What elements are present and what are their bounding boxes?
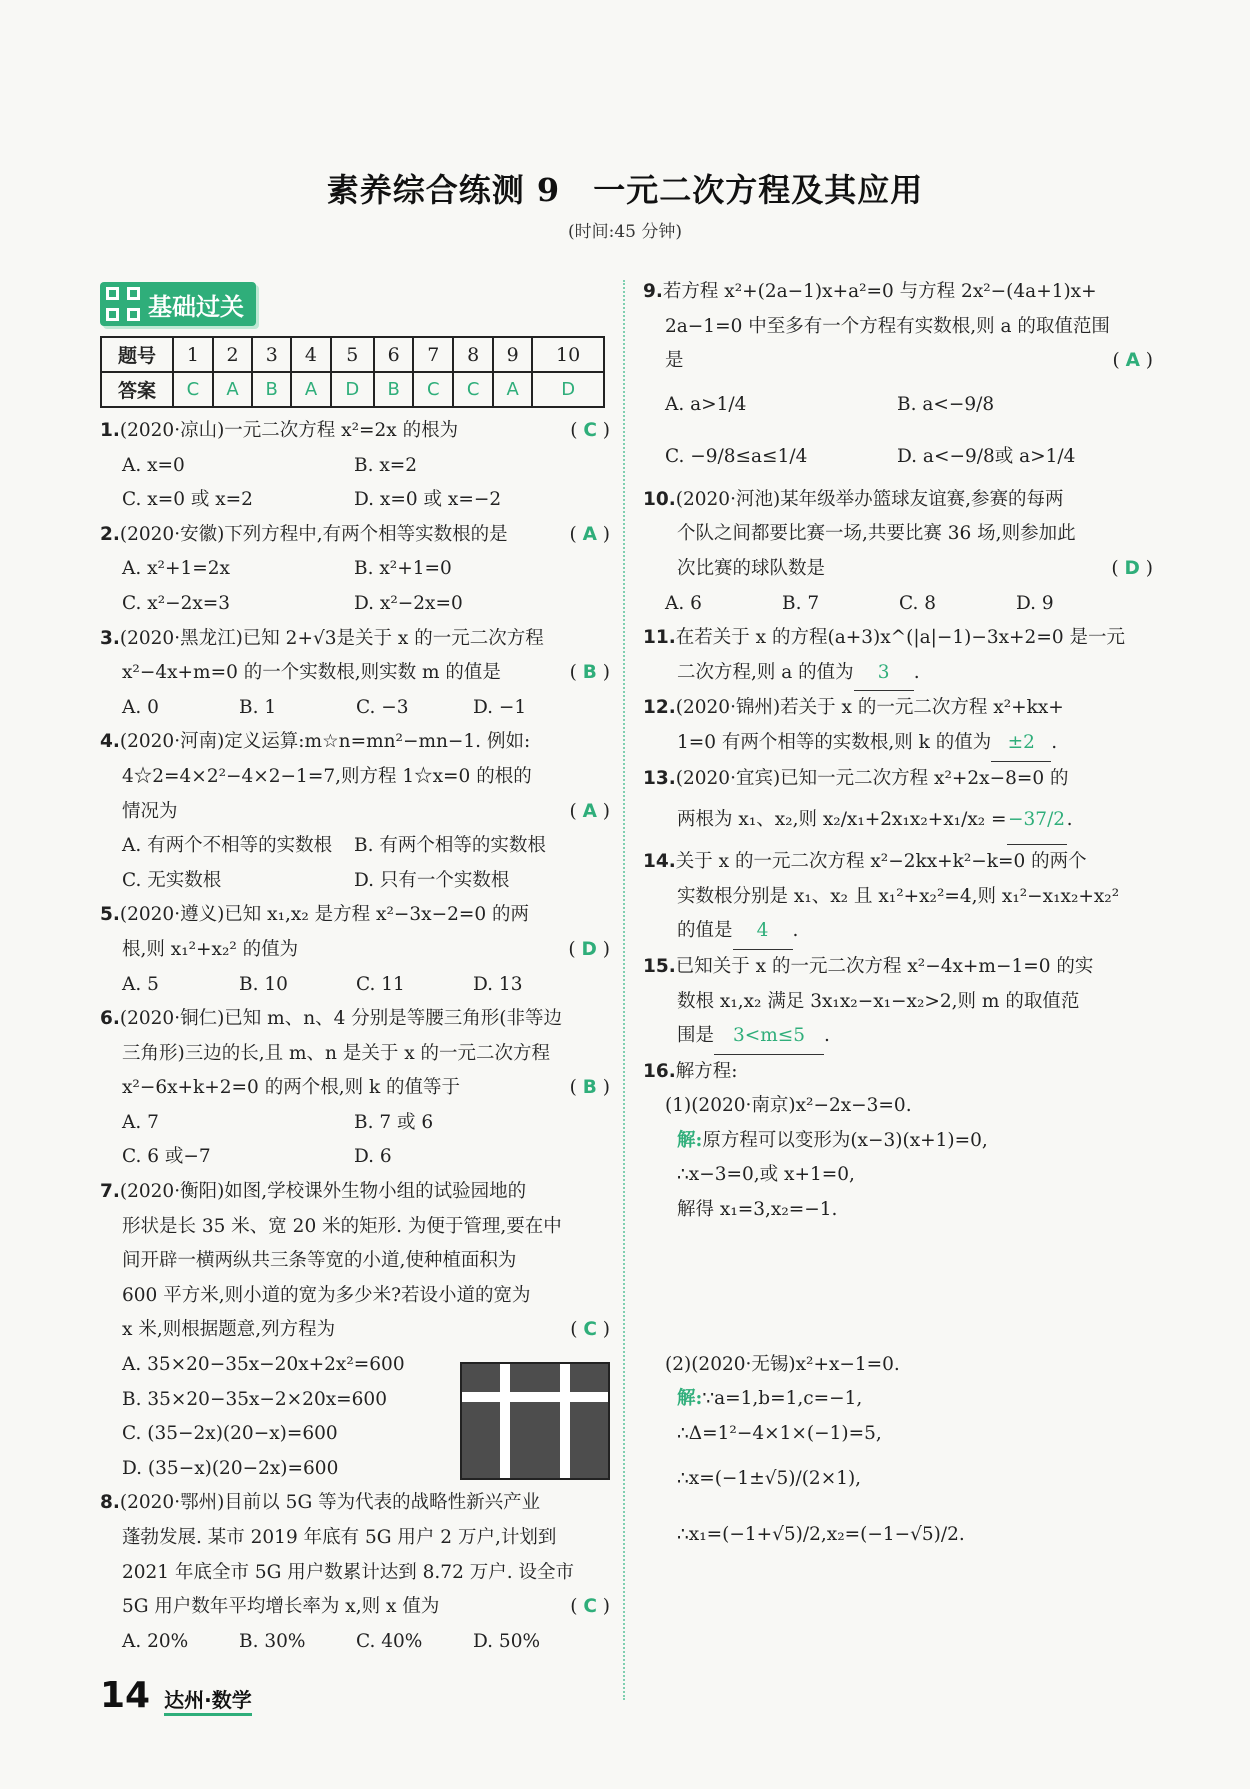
- answer-blank: ±2: [991, 726, 1051, 762]
- option: A. 35×20−35x−20x+2x²=600: [122, 1354, 405, 1376]
- answer-blank: −37/2: [1007, 796, 1067, 845]
- question-number: 14.: [643, 851, 676, 873]
- question-answer: C: [583, 1596, 597, 1618]
- question-line: (2020·锦州)若关于 x 的一元二次方程 x²+kx+: [675, 697, 1064, 719]
- question-line: 1=0 有两个相等的实数根,则 k 的值为: [677, 731, 992, 753]
- answer-blank: 3: [854, 656, 914, 692]
- question-answer: A: [1125, 350, 1140, 372]
- solution-step: ∵a=1,b=1,c=−1,: [702, 1388, 863, 1410]
- table-answer-cell: A: [493, 372, 532, 407]
- question-line: 2a−1=0 中至多有一个方程有实数根,则 a 的取值范围: [665, 315, 1110, 337]
- option: A. 20%: [122, 1630, 189, 1652]
- option: D. a<−9/8或 a>1/4: [897, 445, 1076, 467]
- table-answer-cell: D: [532, 372, 604, 407]
- question-number: 5.: [100, 904, 120, 926]
- question-number: 15.: [643, 955, 676, 977]
- question-number: 4.: [100, 731, 120, 753]
- question-number: 12.: [643, 697, 676, 719]
- question-line: 蓬勃发展. 某市 2019 年底有 5G 用户 2 万户,计划到: [122, 1527, 557, 1548]
- question-line: x²−6x+k+2=0 的两个根,则 k 的值等于: [122, 1077, 461, 1099]
- question-number: 7.: [100, 1181, 120, 1203]
- option: A. 5: [122, 973, 159, 995]
- table-cell: 6: [374, 337, 413, 372]
- question-number: 11.: [643, 627, 676, 649]
- question-answer: A: [582, 523, 597, 545]
- solution-step: 解得 x₁=3,x₂=−1.: [677, 1199, 838, 1221]
- question-line: 4☆2=4×2²−4×2−1=7,则方程 1☆x=0 的根的: [122, 765, 532, 787]
- option: D. 9: [1016, 592, 1054, 614]
- option: B. 30%: [239, 1630, 306, 1652]
- option: A. 0: [122, 696, 159, 718]
- question-stem: (2020·安徽)下列方程中,有两个相等实数根的是: [119, 523, 508, 545]
- footer-label: 达州·数学: [164, 1684, 252, 1716]
- table-cell: 2: [213, 337, 252, 372]
- option: B. 7: [782, 592, 820, 614]
- solution-step: ∴x−3=0,或 x+1=0,: [677, 1164, 855, 1186]
- option: B. a<−9/8: [897, 393, 995, 415]
- question-line: 情况为: [122, 800, 178, 822]
- table-header-cell: 答案: [101, 372, 173, 407]
- option: D. x²−2x=0: [354, 592, 463, 614]
- table-cell: 10: [532, 337, 604, 372]
- question-line: (2020·衡阳)如图,学校课外生物小组的试验园地的: [119, 1181, 527, 1203]
- option: C. 40%: [356, 1630, 423, 1652]
- question-line: 个队之间都要比赛一场,共要比赛 36 场,则参加此: [677, 523, 1076, 545]
- question-line: 间开辟一横两纵共三条等宽的小道,使种植面积为: [122, 1250, 517, 1272]
- option: A. a>1/4: [665, 393, 747, 415]
- question-answer: D: [581, 938, 597, 960]
- answer-blank: 4: [733, 914, 793, 950]
- table-cell: 9: [493, 337, 532, 372]
- question-line: x²−4x+m=0 的一个实数根,则实数 m 的值是: [122, 662, 501, 684]
- column-divider: [623, 280, 625, 1700]
- figure-vertical-path: [500, 1364, 510, 1478]
- table-answer-cell: D: [331, 372, 374, 407]
- option: C. 11: [356, 973, 405, 995]
- question-number: 10.: [643, 488, 676, 510]
- question-line: 600 平方米,则小道的宽为多少米?若设小道的宽为: [122, 1284, 531, 1306]
- question-line: 三角形)三边的长,且 m、n 是关于 x 的一元二次方程: [122, 1042, 551, 1064]
- option: D. (35−x)(20−2x)=600: [122, 1457, 339, 1479]
- garden-figure: [460, 1362, 610, 1480]
- option: B. x²+1=0: [354, 558, 452, 580]
- table-answer-cell: B: [374, 372, 413, 407]
- question-stem: 解方程:: [675, 1060, 738, 1082]
- table-answer-cell: B: [252, 372, 291, 407]
- option: C. x=0 或 x=2: [122, 489, 253, 511]
- question-6: 6.(2020·铜仁)已知 m、n、4 分别是等腰三角形(非等边 三角形)三边的长,且 m、n 是关于 x 的一元二次方程 x²−6x+k+2=0 的两个根,则 k 的值等于 ( B ) A. 7 B. 7 或 6 C. 6 或−7 D. 6: [100, 1002, 610, 1175]
- question-number: 6.: [100, 1008, 120, 1030]
- question-line: (2020·河南)定义运算:m☆n=mn²−mn−1. 例如:: [119, 731, 531, 753]
- answer-table-row-answers: [101, 372, 604, 407]
- table-answer-cell: A: [213, 372, 252, 407]
- question-line: 已知关于 x 的一元二次方程 x²−4x+m−1=0 的实: [675, 955, 1094, 977]
- question-line: 数根 x₁,x₂ 满足 3x₁x₂−x₁−x₂>2,则 m 的取值范: [677, 990, 1080, 1012]
- question-9: 9.若方程 x²+(2a−1)x+a²=0 与方程 2x²−(4a+1)x+ 2a−1=0 中至多有一个方程有实数根,则 a 的取值范围 是 ( A ) A. a>1/4 B. a<−9/8 C. −9/8≤a≤1/4 D. a<−9/8或 a>1/4: [643, 275, 1153, 483]
- option: C. (35−2x)(20−x)=600: [122, 1423, 338, 1445]
- question-line: 次比赛的球队数是: [677, 557, 826, 579]
- table-header-cell: 题号: [101, 337, 173, 372]
- question-14: 14.关于 x 的一元二次方程 x²−2kx+k²−k=0 的两个 实数根分别是 x₁、x₂ 且 x₁²+x₂²=4,则 x₁²−x₁x₂+x₂² 的值是 4 .: [643, 845, 1153, 950]
- question-line: 实数根分别是 x₁、x₂ 且 x₁²+x₂²=4,则 x₁²−x₁x₂+x₂²: [677, 885, 1120, 907]
- section-banner: [100, 282, 256, 326]
- question-5: 5.(2020·遵义)已知 x₁,x₂ 是方程 x²−3x−2=0 的两 根,则 x₁²+x₂² 的值为 ( D ) A. 5 B. 10 C. 11 D. 13: [100, 898, 610, 1002]
- question-line: 关于 x 的一元二次方程 x²−2kx+k²−k=0 的两个: [675, 851, 1087, 873]
- question-10: 10.(2020·河池)某年级举办篮球友谊赛,参赛的每两 个队之间都要比赛一场,共要比赛 36 场,则参加此 次比赛的球队数是 ( D ) A. 6 B. 7 C. 8 D. 9: [643, 483, 1153, 621]
- figure-vertical-path: [560, 1364, 570, 1478]
- table-cell: 1: [173, 337, 213, 372]
- question-8: 8.(2020·鄂州)目前以 5G 等为代表的战略性新兴产业 蓬勃发展. 某市 2019 年底有 5G 用户 2 万户,计划到 2021 年底全市 5G 用户数累计达到 8.72 万户. 设全市 5G 用户数年平均增长率为 x,则 x 值为 ( C ) A. 20% B. 30% C. 40% D. 50%: [100, 1486, 610, 1659]
- page-title: 素养综合练测 9 一元二次方程及其应用: [326, 171, 924, 209]
- question-3: 3.(2020·黑龙江)已知 2+√3是关于 x 的一元二次方程 x²−4x+m=0 的一个实数根,则实数 m 的值是 ( B ) A. 0 B. 1 C. −3 D. −1: [100, 622, 610, 726]
- question-number: 3.: [100, 627, 120, 649]
- page-subtitle: (时间:45 分钟): [567, 222, 683, 242]
- option: A. x=0: [122, 454, 185, 476]
- question-line: 的值是: [677, 920, 733, 942]
- table-answer-cell: A: [291, 372, 330, 407]
- option: D. 只有一个实数根: [354, 869, 510, 891]
- solution-step: ∴x₁=(−1+√5)/2,x₂=(−1−√5)/2.: [677, 1524, 965, 1546]
- question-line: 围是: [677, 1025, 715, 1047]
- table-answer-cell: C: [173, 372, 213, 407]
- question-16: [643, 1055, 1153, 1564]
- page-number: 14: [100, 1675, 151, 1716]
- option: C. 8: [899, 592, 937, 614]
- puzzle-icon: [106, 287, 140, 321]
- option: A. 6: [665, 592, 702, 614]
- section-banner-label: 基础过关: [148, 292, 244, 321]
- option: B. 1: [239, 696, 277, 718]
- question-1: 1.(2020·凉山)一元二次方程 x²=2x 的根为 ( C ) A. x=0 B. x=2 C. x=0 或 x=2 D. x=0 或 x=−2: [100, 414, 610, 518]
- question-11: 11.在若关于 x 的方程(a+3)x^(|a|−1)−3x+2=0 是一元 二次方程,则 a 的值为 3 .: [643, 621, 1153, 691]
- question-line: (2020·黑龙江)已知 2+√3是关于 x 的一元二次方程: [119, 627, 544, 649]
- question-line: 是: [665, 350, 684, 372]
- question-12: 12.(2020·锦州)若关于 x 的一元二次方程 x²+kx+ 1=0 有两个相等的实数根,则 k 的值为 ±2 .: [643, 691, 1153, 761]
- question-number: 8.: [100, 1492, 120, 1514]
- question-15: 15.已知关于 x 的一元二次方程 x²−4x+m−1=0 的实 数根 x₁,x₂ 满足 3x₁x₂−x₁−x₂>2,则 m 的取值范 围是 3<m≤5 .: [643, 950, 1153, 1055]
- solution-label: 解:: [677, 1129, 703, 1151]
- option: C. 6 或−7: [122, 1146, 211, 1168]
- option: B. 10: [239, 973, 288, 995]
- table-cell: 4: [291, 337, 330, 372]
- question-2: 2.(2020·安徽)下列方程中,有两个相等实数根的是 ( A ) A. x²+1=2x B. x²+1=0 C. x²−2x=3 D. x²−2x=0: [100, 518, 610, 622]
- question-line: 在若关于 x 的方程(a+3)x^(|a|−1)−3x+2=0 是一元: [675, 627, 1125, 649]
- question-answer: B: [582, 662, 597, 684]
- question-line: x 米,则根据题意,列方程为: [122, 1319, 336, 1341]
- table-answer-cell: C: [413, 372, 453, 407]
- question-line: 2021 年底全市 5G 用户数累计达到 8.72 万户. 设全市: [122, 1561, 574, 1583]
- option: B. 7 或 6: [354, 1111, 434, 1133]
- option: A. 有两个不相等的实数根: [122, 835, 333, 857]
- option: B. x=2: [354, 454, 418, 476]
- option: C. −3: [356, 696, 409, 718]
- option: B. 有两个相等的实数根: [354, 835, 546, 857]
- solution-step: 原方程可以变形为(x−3)(x+1)=0,: [702, 1129, 988, 1151]
- question-line: (2020·河池)某年级举办篮球友谊赛,参赛的每两: [675, 488, 1064, 510]
- option: C. 无实数根: [122, 869, 222, 891]
- question-13: 13.(2020·宜宾)已知一元二次方程 x²+2x−8=0 的 两根为 x₁、x₂,则 x₂/x₁+2x₁x₂+x₁/x₂ =−37/2.: [643, 762, 1153, 846]
- question-answer: C: [583, 420, 597, 441]
- page-footer: [100, 1675, 252, 1716]
- question-number: 1.: [100, 420, 120, 441]
- question-line: 若方程 x²+(2a−1)x+a²=0 与方程 2x²−(4a+1)x+: [662, 281, 1097, 302]
- question-line: 两根为 x₁、x₂,则 x₂/x₁+2x₁x₂+x₁/x₂ =: [677, 809, 1007, 831]
- right-column: [643, 275, 1153, 1563]
- table-cell: 7: [413, 337, 453, 372]
- question-number: 16.: [643, 1060, 676, 1082]
- table-cell: 8: [453, 337, 493, 372]
- option: C. −9/8≤a≤1/4: [665, 445, 808, 467]
- table-cell: 5: [331, 337, 374, 372]
- option: D. 13: [473, 973, 523, 995]
- question-4: 4.(2020·河南)定义运算:m☆n=mn²−mn−1. 例如: 4☆2=4×2²−4×2−1=7,则方程 1☆x=0 的根的 情况为 ( A ) A. 有两个不相等的实数根 B. 有两个相等的实数根 C. 无实数根 D. 只有一个实数根: [100, 725, 610, 898]
- subquestion-2-label: (2)(2020·无锡)x²+x−1=0.: [665, 1353, 900, 1375]
- answer-table: [100, 336, 605, 408]
- answer-blank: 3<m≤5: [714, 1019, 824, 1055]
- question-line: (2020·宜宾)已知一元二次方程 x²+2x−8=0 的: [675, 767, 1069, 789]
- question-answer: C: [583, 1319, 597, 1341]
- question-7: 7.(2020·衡阳)如图,学校课外生物小组的试验园地的 形状是长 35 米、宽 20 米的矩形. 为便于管理,要在中 间开辟一横两纵共三条等宽的小道,使种植面积为 600 平方米,则小道的宽为多少米?若设小道的宽为 x 米,则根据题意,列方程为 ( C ) A. 35×20−35x−20x+2x²=600 B. 35×20−35x−2×20x=600 C. (35−2x)(20−x)=600 D. (35−x)(20−2x)=600: [100, 1175, 610, 1486]
- figure-horizontal-path: [462, 1392, 608, 1402]
- question-answer: A: [582, 800, 597, 822]
- option: D. 6: [354, 1146, 392, 1168]
- question-number: 9.: [643, 281, 663, 302]
- solution-step: ∴x=(−1±√5)/(2×1),: [677, 1468, 862, 1490]
- question-answer: D: [1124, 557, 1140, 579]
- question-stem: (2020·凉山)一元二次方程 x²=2x 的根为: [119, 420, 459, 441]
- option: D. x=0 或 x=−2: [354, 489, 502, 511]
- option: C. x²−2x=3: [122, 592, 231, 614]
- question-line: 二次方程,则 a 的值为: [677, 661, 854, 683]
- question-line: 形状是长 35 米、宽 20 米的矩形. 为便于管理,要在中: [122, 1215, 562, 1237]
- option: D. −1: [473, 696, 527, 718]
- question-number: 2.: [100, 523, 120, 545]
- solution-step: ∴Δ=1²−4×1×(−1)=5,: [677, 1422, 882, 1444]
- option: A. x²+1=2x: [122, 558, 230, 580]
- subquestion-1-label: (1)(2020·南京)x²−2x−3=0.: [665, 1095, 912, 1117]
- option: D. 50%: [473, 1630, 541, 1652]
- option: B. 35×20−35x−2×20x=600: [122, 1388, 387, 1410]
- question-line: 5G 用户数年平均增长率为 x,则 x 值为: [122, 1596, 440, 1618]
- table-answer-cell: C: [453, 372, 493, 407]
- question-line: (2020·铜仁)已知 m、n、4 分别是等腰三角形(非等边: [119, 1008, 563, 1030]
- table-cell: 3: [252, 337, 291, 372]
- solution-label: 解:: [677, 1388, 703, 1410]
- question-answer: B: [582, 1077, 597, 1099]
- question-line: 根,则 x₁²+x₂² 的值为: [122, 938, 299, 960]
- answer-table-row-numbers: [101, 337, 604, 372]
- question-line: (2020·遵义)已知 x₁,x₂ 是方程 x²−3x−2=0 的两: [119, 904, 530, 926]
- question-line: (2020·鄂州)目前以 5G 等为代表的战略性新兴产业: [119, 1492, 541, 1514]
- option: A. 7: [122, 1111, 159, 1133]
- question-number: 13.: [643, 767, 676, 789]
